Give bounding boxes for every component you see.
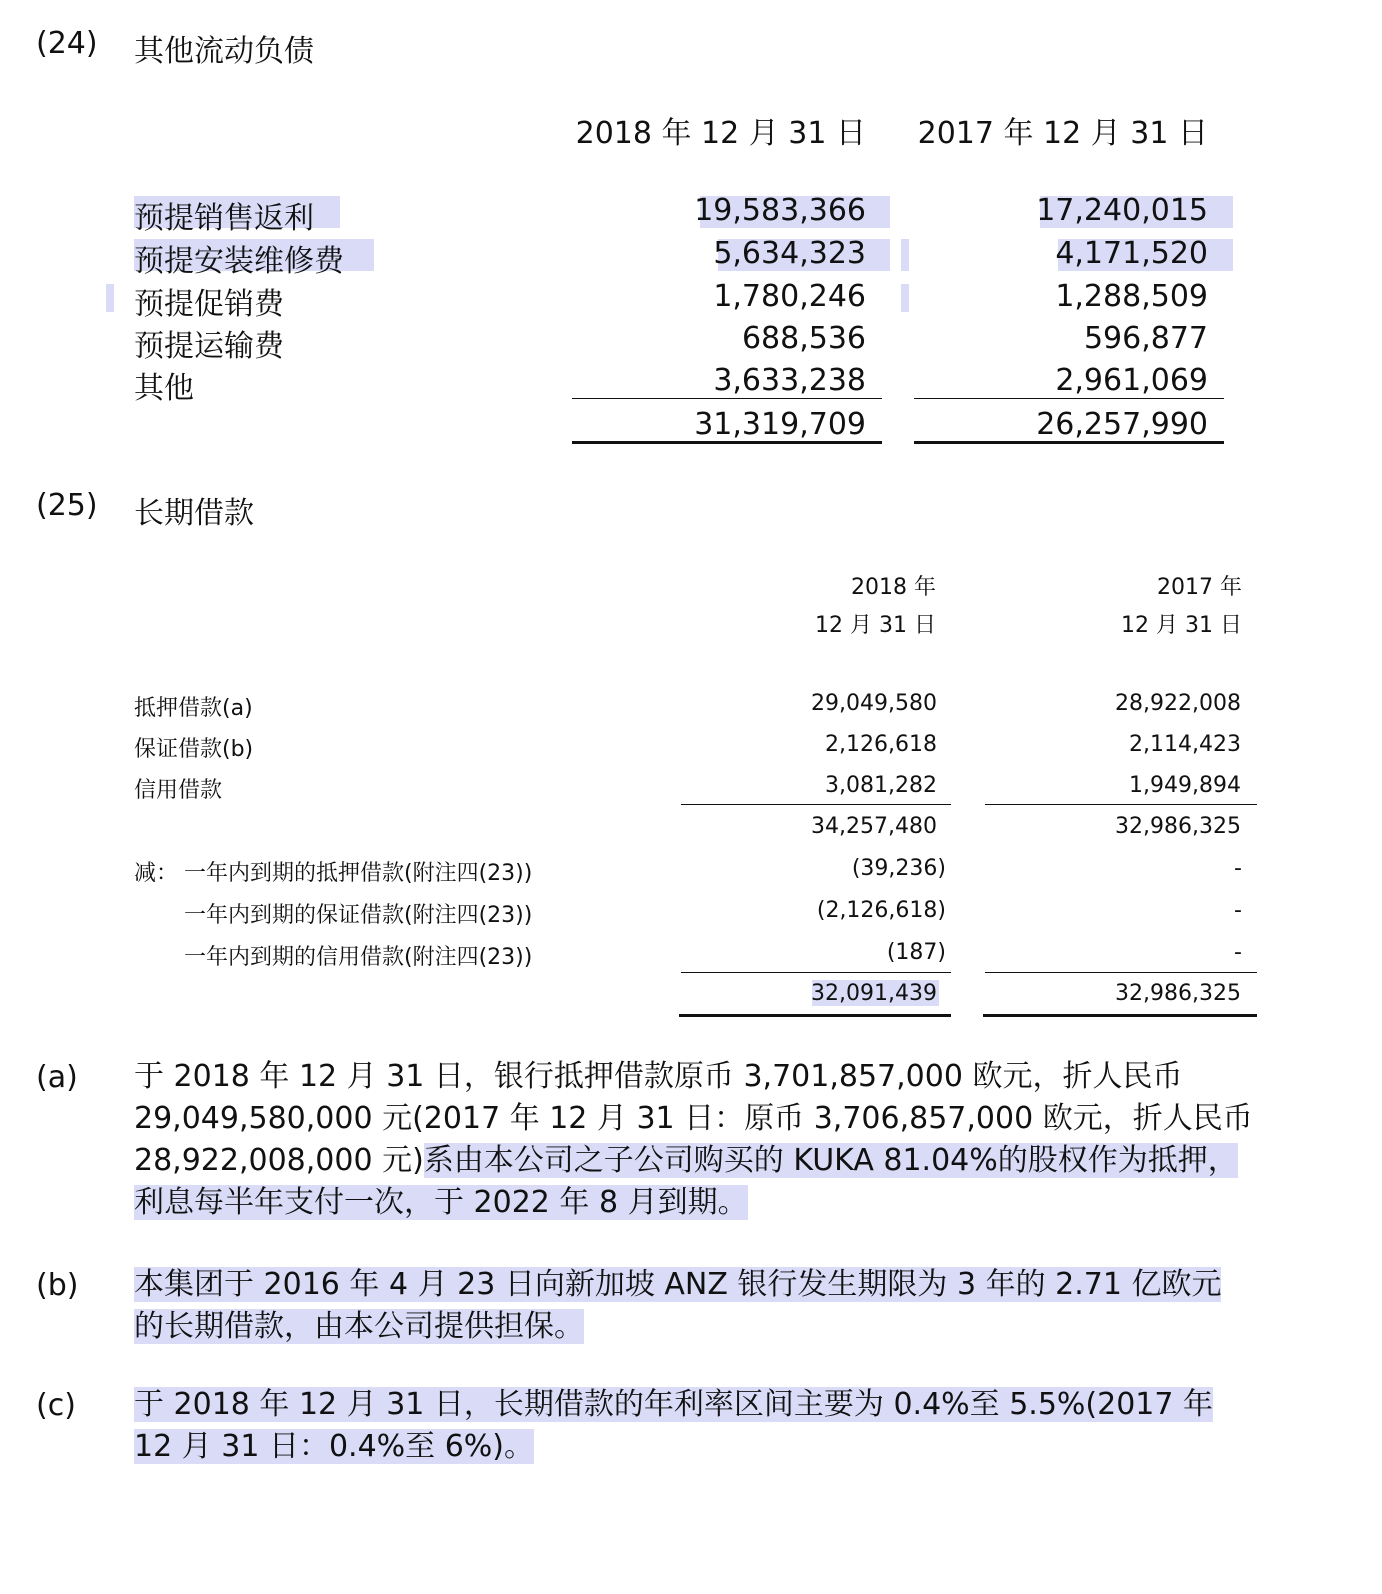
note-c-line-1 (134, 1384, 1213, 1426)
sec24-row-value-2018: 1,780,246 (713, 279, 866, 314)
total-rule (983, 1014, 1257, 1017)
sec24-row-value-2018: 5,634,323 (713, 236, 866, 271)
note-b-line-2 (134, 1306, 584, 1348)
sec25-total-2018: 32,091,439 (811, 981, 937, 1006)
sec25-row-label: 保证借款(b) (134, 737, 254, 762)
note-c-line-2 (134, 1426, 534, 1468)
sec25-total-2017: 32,986,325 (1115, 981, 1241, 1006)
selection-highlight (901, 284, 909, 312)
note-b-highlighted-text: 本集团于 2016 年 4 月 23 日向新加坡 ANZ 银行发生期限为 3 年的 2.71 亿欧元 (134, 1267, 1222, 1302)
sec24-row-value-2018: 688,536 (741, 321, 866, 356)
sec25-row-value-2018: 2,126,618 (825, 732, 937, 757)
sec25-less-row-value-2017: - (1234, 940, 1242, 965)
note-c-highlighted-text: 12 月 31 日：0.4%至 6%)。 (134, 1429, 535, 1464)
sec25-header-2017-date: 12 月 31 日 (1121, 613, 1242, 638)
subtotal-rule (914, 398, 1224, 399)
note-a-text: 29,049,580,000 元(2017 年 12 月 31 日：原币 3,706,857,000 欧元，折人民币 (134, 1101, 1253, 1136)
sec25-header-2018-date: 12 月 31 日 (815, 613, 936, 638)
sec25-subtotal-2017: 32,986,325 (1115, 814, 1241, 839)
total-rule (914, 441, 1224, 444)
sec24-row-value-2017: 2,961,069 (1055, 363, 1208, 398)
section-25-title: 长期借款 (134, 496, 254, 531)
section-25-number: (25) (36, 488, 98, 523)
subtotal-rule (572, 398, 882, 399)
sec24-total-2017: 26,257,990 (1036, 407, 1208, 442)
sec25-subtotal-2018: 34,257,480 (811, 814, 937, 839)
note-a-line-2 (134, 1098, 1253, 1140)
note-b-highlighted-text: 的长期借款，由本公司提供担保。 (134, 1309, 584, 1344)
sec24-header-2018: 2018 年 12 月 31 日 (575, 116, 866, 151)
section-24-number: (24) (36, 26, 98, 61)
subtotal-rule (985, 804, 1257, 805)
subtotal-rule (681, 804, 951, 805)
sec24-row-value-2018: 3,633,238 (713, 363, 866, 398)
sec24-row-label: 预提安装维修费 (134, 244, 344, 279)
sec24-total-2018: 31,319,709 (694, 407, 866, 442)
note-a-highlighted-text: 利息每半年支付一次，于 2022 年 8 月到期。 (134, 1185, 748, 1220)
sec25-header-2017-year: 2017 年 (1157, 575, 1242, 600)
selection-highlight (901, 239, 909, 271)
note-c-highlighted-text: 于 2018 年 12 月 31 日，长期借款的年利率区间主要为 0.4%至 5.5%(2017 年 (134, 1387, 1214, 1422)
note-b-line-1 (134, 1264, 1221, 1306)
sec24-row-label: 其他 (134, 371, 194, 406)
note-a-text: 于 2018 年 12 月 31 日，银行抵押借款原币 3,701,857,000 欧元，折人民币 (134, 1059, 1183, 1094)
sec24-row-value-2017: 596,877 (1083, 321, 1208, 356)
sec25-less-row-label: 一年内到期的信用借款(附注四(23)) (184, 945, 533, 970)
sec25-row-label: 信用借款 (134, 778, 223, 803)
subtotal-rule (985, 972, 1257, 973)
note-a-line-1 (134, 1056, 1182, 1098)
sec25-row-value-2018: 29,049,580 (811, 691, 937, 716)
sec25-less-row-label: 一年内到期的抵押借款(附注四(23)) (184, 861, 533, 886)
note-a-line-4 (134, 1182, 748, 1224)
note-b-label: (b) (36, 1268, 79, 1303)
sec24-header-2017: 2017 年 12 月 31 日 (917, 116, 1208, 151)
sec24-row-label: 预提运输费 (134, 329, 284, 364)
sec24-row-value-2017: 4,171,520 (1055, 236, 1208, 271)
note-c-label: (c) (36, 1388, 76, 1423)
sec25-less-row-label: 一年内到期的保证借款(附注四(23)) (184, 903, 533, 928)
sec25-less-label: 减： (134, 861, 179, 886)
sec25-header-2018-year: 2018 年 (851, 575, 936, 600)
sec25-less-row-value-2018: (39,236) (851, 856, 946, 881)
sec25-row-value-2017: 2,114,423 (1129, 732, 1241, 757)
sec24-row-value-2017: 1,288,509 (1055, 279, 1208, 314)
note-a-line-3 (134, 1140, 1238, 1182)
sec24-row-label: 预提销售返利 (134, 201, 314, 236)
sec25-less-row-value-2017: - (1234, 856, 1242, 881)
selection-highlight (106, 284, 114, 312)
sec25-less-row-value-2018: (2,126,618) (816, 898, 946, 923)
sec25-row-value-2018: 3,081,282 (825, 773, 937, 798)
sec24-row-label: 预提促销费 (134, 287, 284, 322)
note-a-highlighted-text: 系由本公司之子公司购买的 KUKA 81.04%的股权作为抵押， (423, 1143, 1238, 1178)
sec24-row-value-2017: 17,240,015 (1036, 193, 1208, 228)
sec25-row-value-2017: 1,949,894 (1129, 773, 1241, 798)
total-rule (572, 441, 882, 444)
sec25-row-label: 抵押借款(a) (134, 696, 253, 721)
total-rule (679, 1014, 951, 1017)
sec25-row-value-2017: 28,922,008 (1115, 691, 1241, 716)
sec24-row-value-2018: 19,583,366 (694, 193, 866, 228)
subtotal-rule (681, 972, 951, 973)
note-a-label: (a) (36, 1060, 78, 1095)
sec25-less-row-value-2018: (187) (886, 940, 946, 965)
sec25-less-row-value-2017: - (1234, 898, 1242, 923)
section-24-title: 其他流动负债 (134, 34, 314, 69)
note-a-text: 28,922,008,000 元) (134, 1143, 424, 1178)
